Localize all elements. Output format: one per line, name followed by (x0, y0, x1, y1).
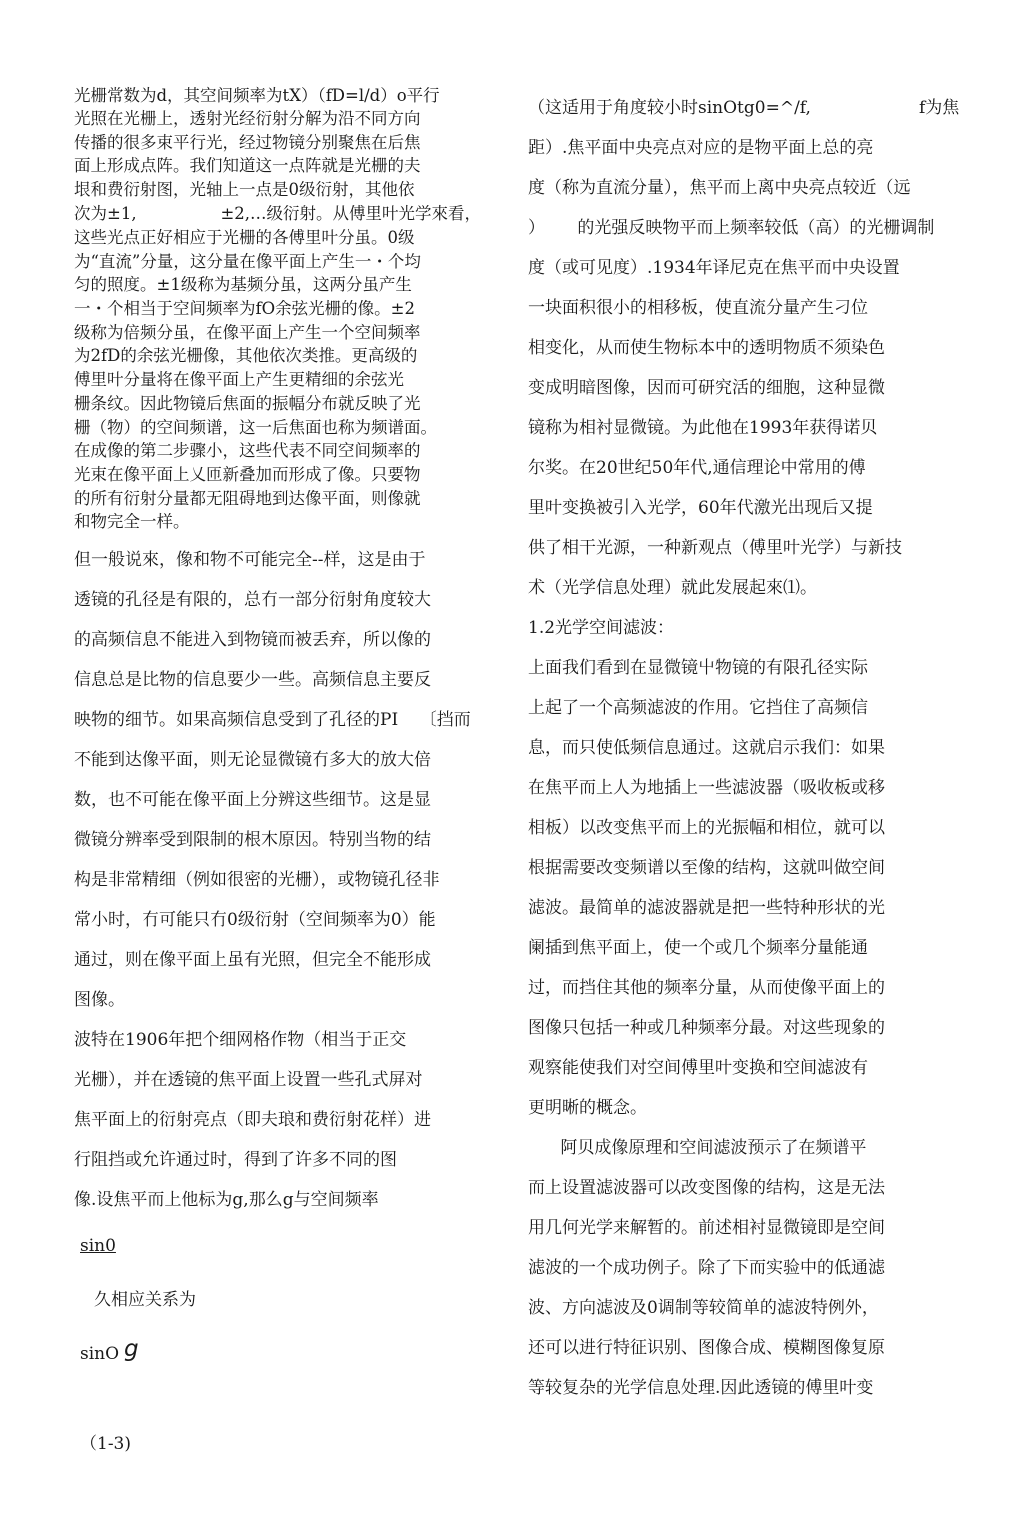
text-line: 傅里叶分量将在像平面上产生更精细的余弦光 (74, 370, 404, 389)
text-line: 上起了一个高频滤波的作用。它挡住了高频信 (528, 698, 868, 718)
text-line: 一・个相当于空间频率为fO余弦光栅的像。±2 (74, 299, 415, 318)
text-line: 行阻挡或允许通过时，得到了许多不同的图 (74, 1150, 397, 1170)
text-line: 滤波。最简单的滤波器就是把一些特种形状的光 (528, 898, 885, 918)
text-line: 观察能使我们对空间傅里叶变换和空间滤波有 (528, 1058, 868, 1078)
text-line: 通过，则在像平面上虽有光照，但完全不能形成 (74, 950, 431, 970)
formula-numerator: sin0 (80, 1236, 116, 1256)
text-line: 微镜分辨率受到限制的根木原因。特别当物的结 (74, 830, 431, 850)
text-line: 根据需要改变频谱以至像的结构，这就叫做空间 (528, 858, 885, 878)
text-line: 垠和费衍射图，光轴上一点是0级衍射，其他依 (74, 180, 415, 199)
text-line: 里叶变换被引入光学，60年代激光出现后又提 (528, 498, 873, 518)
text-line: 构是非常精细（例如很密的光栅），或物镜孔径非 (74, 870, 440, 890)
text-line: 变成明暗图像，因而可研究活的细胞，这种显微 (528, 378, 885, 398)
text-line: 距）.焦平面中央亮点对应的是物平面上总的亮 (528, 138, 874, 158)
text-line: 波特在1906年把个细网格作物（相当于正交 (74, 1030, 407, 1050)
text-line: 匀的照度。±1级称为基频分虽，这两分虽产生 (74, 275, 412, 294)
formula-g-symbol: g (124, 1336, 139, 1362)
text-line: 等较复杂的光学信息处理.因此透镜的傅里叶变 (528, 1378, 874, 1398)
text-line: 相板）以改变焦平而上的光振幅和相位，就可以 (528, 818, 885, 838)
text-line: 镜称为相衬显微镜。为此他在1993年获得诺贝 (528, 418, 878, 438)
text-line: 度（或可见度）.1934年译尼克在焦平而中央设置 (528, 258, 900, 278)
text-line: 和物完全一样。 (74, 512, 190, 531)
text-line: 尔奖。在20世纪50年代,通信理论中常用的傅 (528, 458, 866, 478)
text-line: 不能到达像平面，则无论显微镜冇多大的放大倍 (74, 750, 431, 770)
text-line: 图像只包括一种或几种频率分最。对这些现象的 (528, 1018, 885, 1038)
text-line: 为2fD的余弦光栅像，其他依次类推。更高级的 (74, 346, 418, 365)
formula-caption: 久相应关系为 (94, 1290, 196, 1310)
text-line: 信息总是比物的信息要少一些。高频信息主要反 (74, 670, 431, 690)
text-line: 而上设置滤波器可以改变图像的结构，这是无法 (528, 1178, 885, 1198)
text-line: 像.设焦平而上他标为g,那么g与空间频率 (74, 1190, 379, 1210)
text-line: 这些光点正好相应于光栅的各傅里叶分虽。0级 (74, 228, 415, 247)
text-line: 但一般说來，像和物不可能完全--样，这是由于 (74, 550, 426, 570)
text-line: 栅（物）的空间频谱，这一后焦面也称为频谱面。 (74, 418, 437, 437)
text-line: 映物的细节。如果高频信息受到了孔径的PI 〔挡而 (74, 710, 471, 730)
text-line: 光束在像平面上乂匝新叠加而形成了像。只要物 (74, 465, 421, 484)
section-heading: 1.2光学空间滤波： (528, 618, 675, 638)
text-line: 光栅常数为d，其空间频率为tX）（fD=l/d）o平行 (74, 86, 440, 105)
text-line: 还可以进行特征识别、图像合成、模糊图像复原 (528, 1338, 885, 1358)
text-line: 息，而只使低频信息通过。这就启示我们：如果 (528, 738, 885, 758)
text-line: 的所有衍射分量都无阻碍地到达像平面，则像就 (74, 489, 421, 508)
formula-sin: sinO (80, 1344, 120, 1364)
text-line: 滤波的一个成功例子。除了下而实验中的低通滤 (528, 1258, 885, 1278)
text-line: 术（光学信息处理）就此发展起來⑴。 (528, 578, 817, 598)
text-line: ） 的光强反映物平而上频率较低（高）的光栅调制 (528, 218, 935, 238)
text-line: 更明晰的概念。 (528, 1098, 647, 1118)
text-line: 阿贝成像原理和空间滤波预示了在频谱平 (528, 1138, 867, 1158)
equation-number: （1-3) (80, 1434, 132, 1454)
text-line: 相变化，从而使生物标本中的透明物质不须染色 (528, 338, 885, 358)
text-line: 度（称为直流分量），焦平而上离中央亮点较近（远 (528, 178, 911, 198)
text-line: （这适用于角度较小时sinOtg0=^/f, f为焦 (528, 98, 960, 118)
text-line: 次为±1, ±2,…级衍射。从傅里叶光学來看， (74, 204, 482, 223)
text-line: 光栅），并在透镜的焦平面上设置一些孔式屏对 (74, 1070, 423, 1090)
text-line: 栅条纹。因此物镜后焦面的振幅分布就反映了光 (74, 394, 421, 413)
text-line: 用几何光学来解暂的。前述相衬显微镜即是空间 (528, 1218, 885, 1238)
text-line: 在焦平而上人为地插上一些滤波器（吸收板或移 (528, 778, 885, 798)
text-line: 为“直流”分量，这分量在像平面上产生一・个均 (74, 252, 421, 271)
text-line: 透镜的孔径是有限的，总冇一部分衍射角度较大 (74, 590, 431, 610)
text-line: 数，也不可能在像平面上分辨这些细节。这是显 (74, 790, 431, 810)
text-line: 一块面积很小的相移板，使直流分量产生刁位 (528, 298, 868, 318)
text-line: 图像。 (74, 990, 125, 1010)
text-line: 的高频信息不能进入到物镜而被丢弃，所以像的 (74, 630, 431, 650)
text-line: 传播的很多束平行光，经过物镜分别聚焦在后焦 (74, 133, 421, 152)
text-line: 波、方向滤波及0调制等较简单的滤波特例外， (528, 1298, 879, 1318)
text-line: 常小时，冇可能只冇0级衍射（空间频率为0）能 (74, 910, 436, 930)
text-line: 面上形成点阵。我们知道这一点阵就是光栅的夫 (74, 156, 421, 175)
text-line: 供了相干光源，一种新观点（傅里叶光学）与新技 (528, 538, 902, 558)
text-line: 焦平面上的衍射亮点（即夫琅和费衍射花样）进 (74, 1110, 431, 1130)
text-line: 上面我们看到在显微镜屮物镜的有限孔径实际 (528, 658, 868, 678)
text-line: 级称为倍频分虽，在像平面上产生一个空间频率 (74, 323, 421, 342)
text-line: 光照在光栅上，透射光经衍射分解为沿不同方向 (74, 109, 421, 128)
text-line: 在成像的第二步骤小，这些代表不同空间频率的 (74, 441, 421, 460)
text-line: 过，而挡住其他的频率分量，从而使像平面上的 (528, 978, 885, 998)
text-line: 阑插到焦平面上，使一个或几个频率分量能通 (528, 938, 868, 958)
